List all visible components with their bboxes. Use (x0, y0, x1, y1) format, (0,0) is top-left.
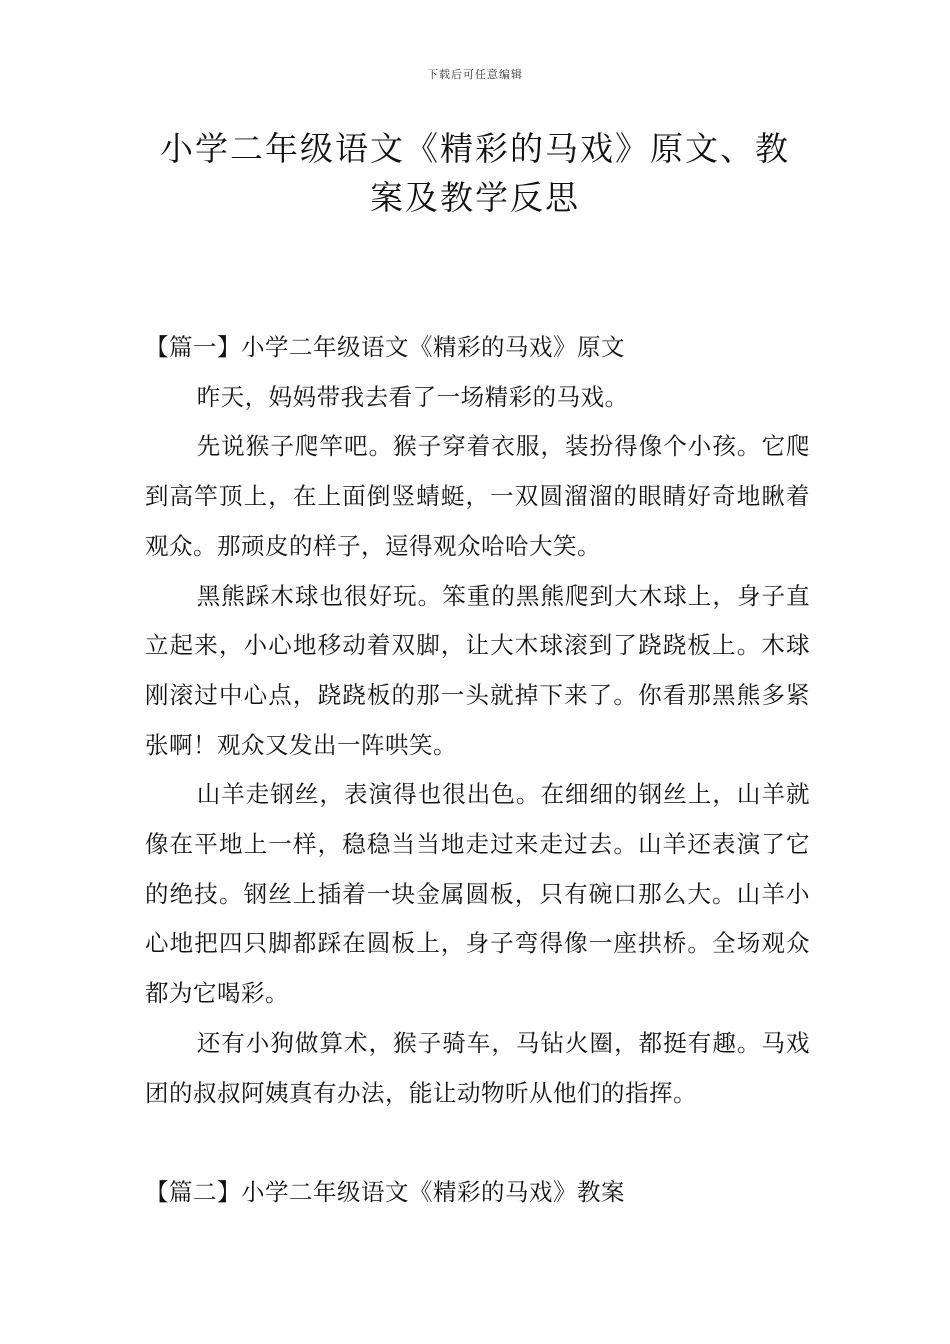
title-line-2: 案及教学反思 (370, 178, 580, 217)
header-note: 下载后可任意编辑 (427, 68, 523, 81)
paragraph: 山羊走钢丝，表演得也很出色。在细细的钢丝上，山羊就像在平地上一样，稳稳当当地走过来走过去。山羊还表演了它的绝技。钢丝上插着一块金属圆板，只有碗口那么大。山羊小心地把四只脚都踩在圆板上，身子弯得像一座拱桥。全场观众都为它喝彩。 (145, 780, 810, 1008)
title-line-1: 小学二年级语文《精彩的马戏》原文、教 (160, 129, 790, 168)
paragraph: 昨天，妈妈带我去看了一场精彩的马戏。 (196, 382, 629, 411)
section-spacer (145, 1118, 810, 1168)
section-heading-2: 【篇二】小学二年级语文《精彩的马戏》教案 (145, 1178, 625, 1207)
paragraph: 先说猴子爬竿吧。猴子穿着衣服，装扮得像个小孩。它爬到高竿顶上，在上面倒竖蜻蜓，一双圆溜溜的眼睛好奇地瞅着观众。那顽皮的样子，逗得观众哈哈大笑。 (145, 432, 810, 560)
paragraph: 黑熊踩木球也很好玩。笨重的黑熊爬到大木球上，身子直立起来，小心地移动着双脚，让大木球滚到了跷跷板上。木球刚滚过中心点，跷跷板的那一头就掉下来了。你看那黑熊多紧张啊！观众又发出一阵哄笑。 (145, 581, 810, 759)
paragraph: 还有小狗做算术，猴子骑车，马钻火圈，都挺有趣。马戏团的叔叔阿姨真有办法，能让动物听从他们的指挥。 (145, 1028, 810, 1107)
document-title (130, 124, 820, 222)
document-body (145, 323, 810, 1218)
section-heading-1: 【篇一】小学二年级语文《精彩的马戏》原文 (145, 333, 625, 361)
